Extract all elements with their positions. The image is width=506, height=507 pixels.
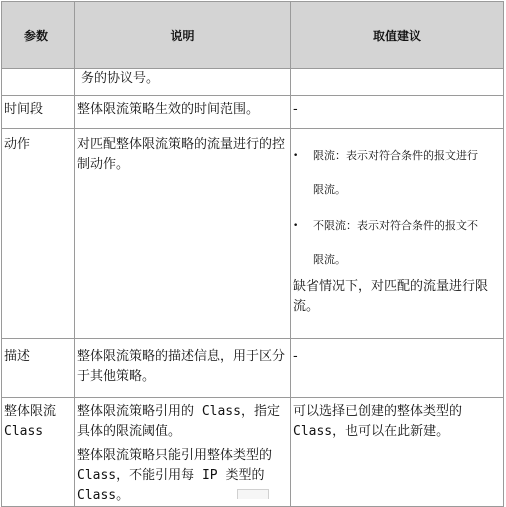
table-row-time-period: [2, 96, 504, 129]
cell-param: 动作: [2, 129, 75, 339]
description-paragraph-2: 整体限流策略只能引用整体类型的 Class，不能引用每 IP 类型的Class。: [77, 448, 273, 503]
bullet-item-limit: [293, 147, 501, 199]
bullet-text-line1: 不限流：表示对符合条件的报文不: [313, 219, 478, 232]
header-description: 说明: [75, 2, 291, 69]
bullet-text-line2: 限流。: [313, 253, 346, 266]
table-header-row: [2, 2, 504, 69]
cell-suggestion: -: [291, 96, 504, 129]
parameter-table: [1, 1, 504, 507]
cell-param: 描述: [2, 339, 75, 398]
table-row-continued: [2, 69, 504, 96]
cell-suggestion-empty: [291, 69, 504, 96]
default-note: 缺省情况下，对匹配的流量进行限流。: [293, 279, 489, 314]
table-row-description: [2, 339, 504, 398]
cell-param-empty: [2, 69, 75, 96]
bullet-icon: •: [293, 151, 299, 161]
cell-suggestion: -: [291, 339, 504, 398]
header-suggestion: 取值建议: [291, 2, 504, 69]
cell-param: 整体限流Class: [2, 398, 75, 507]
cell-suggestion: 可以选择已创建的整体类型的Class，也可以在此新建。: [291, 398, 504, 507]
bullet-icon: •: [293, 221, 299, 231]
cell-description: 对匹配整体限流策略的流量进行的控制动作。: [75, 129, 291, 339]
table-row-action: [2, 129, 504, 339]
cell-description: 整体限流策略生效的时间范围。: [75, 96, 291, 129]
bullet-text-line1: 限流：表示对符合条件的报文进行: [313, 149, 478, 162]
cell-description: 整体限流策略的描述信息，用于区分于其他策略。: [75, 339, 291, 398]
cell-param: 时间段: [2, 96, 75, 129]
bullet-text-line2: 限流。: [313, 183, 346, 196]
cell-description: 务的协议号。: [75, 69, 291, 96]
bullet-item-no-limit: [293, 217, 501, 269]
description-paragraph-1: 整体限流策略引用的 Class，指定具体的限流阈值。: [77, 404, 280, 439]
header-param: 参数: [2, 2, 75, 69]
cell-suggestion: [291, 129, 504, 339]
